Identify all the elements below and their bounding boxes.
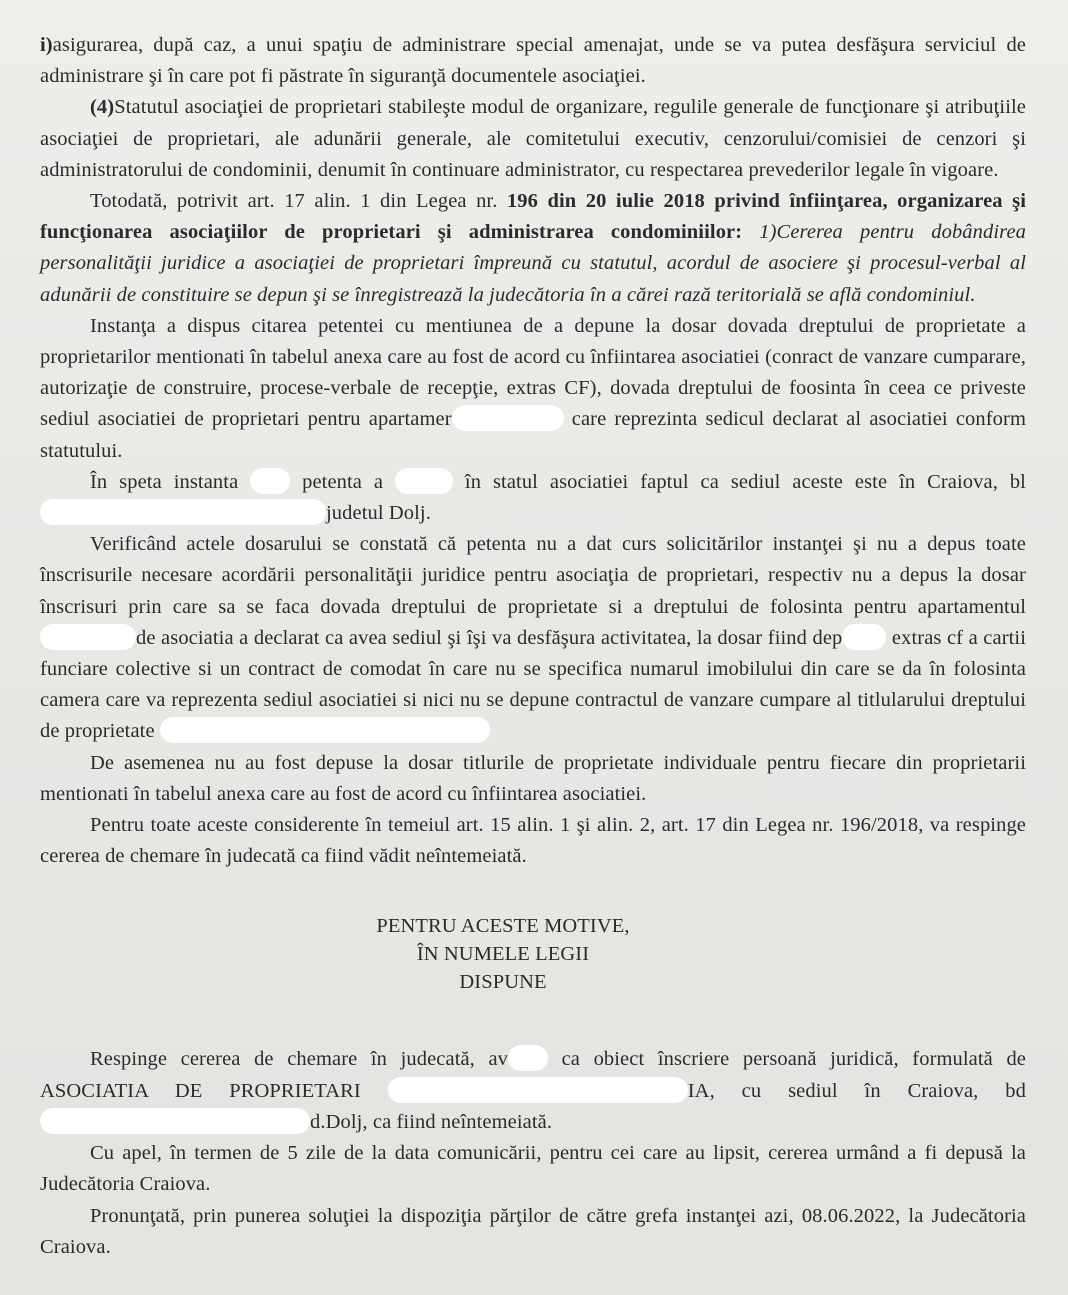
redaction-mark: [842, 624, 886, 650]
paragraph-pronounced: [40, 1201, 1026, 1263]
paragraph-statute: [40, 92, 1026, 186]
paragraph-text: extras cf a cartii funciare colective si un contract de comodat în care nu se specifica numarul imobilului din care se da în folosinta camera care va reprezenta sediul asociatiei si nici nu se depune contractul de vanzare cumpare al titlularului dreptului de proprietate: [40, 626, 1027, 743]
paragraph-appeal: [40, 1138, 1026, 1200]
paragraph-text: În speta instanta: [90, 470, 251, 493]
law-title: 196 din 20 iulie 2018 privind înfiinţarea, organizarea şi funcţionarea asociaţiilor de proprietari şi administrarea condominiilor:: [40, 190, 1026, 244]
redaction-mark: [40, 624, 136, 650]
paragraph-text: care reprezinta sedicul declarat al asociatiei conform statutului.: [40, 408, 1027, 462]
redaction-mark: [452, 405, 564, 431]
paragraph-titles: [40, 748, 1026, 810]
spacer: [40, 996, 1026, 1044]
paragraph-text: ca obiect înscriere persoană juridică, formulată de ASOCIATIA DE PROPRIETARI: [40, 1048, 1026, 1102]
redaction-mark: [40, 1108, 310, 1134]
number-marker: (4): [90, 96, 115, 119]
paragraph-text: Verificând actele dosarului se constată că petenta nu a dat curs solicitărilor instanţei şi nu a depus toate înscrisurile necesare acordării personalităţii juridice pentru asociaţia de proprietari, respectiv nu a depus la dosar înscrisuri prin care sa se faca dovada dreptului de proprietate si a dreptului de folosinta pentru apartamentul: [40, 533, 1026, 618]
paragraph-text: asigurarea, după caz, a unui spaţiu de administrare special amenajat, unde se va putea desfăşura serviciul de administrare şi în care pot fi păstrate în siguranţă documentele asociaţiei.: [40, 34, 1026, 88]
heading-dispune: DISPUNE: [459, 971, 547, 994]
paragraph-text: Instanţa a dispus citarea petentei cu mentiunea de a depune la dosar dovada dreptului de proprietate a proprietarilor mentionati în tabelul anexa care au fost de acord cu înfiintarea asociatiei (conract de vanzare cumparare, autorizaţie de construire, procese-verbale de recepţie, extras CF), dovada dreptului de foosinta în ceea ce priveste sediul asociatiei de proprietari pentru apartamer: [40, 314, 1026, 431]
paragraph-headquarters: [40, 467, 1026, 529]
heading-law-name: ÎN NUMELE LEGII: [416, 943, 590, 966]
paragraph-text: Statutul asociaţiei de proprietari stabileşte modul de organizare, regulile generale de funcţionare şi atribuţiile asociaţiei de proprietari, ale adunării generale, ale comitetului executiv, cenzorului/comisiei de cenzori şi administratorului de condominii, denumit în continuare administrator, cu respectarea prevederilor legale în vigoare.: [40, 96, 1026, 181]
paragraph-text: IA, cu sediul în Craiova, bd: [687, 1079, 1026, 1102]
paragraph-considerations: [40, 810, 1026, 872]
redaction-mark: [508, 1045, 548, 1071]
paragraph-text: în statul asociatiei faptul ca sediul aceste este în Craiova, bl: [453, 470, 1026, 493]
spacer: [40, 872, 1026, 912]
paragraph-text: Pentru toate aceste considerente în temeiul art. 15 alin. 1 şi alin. 2, art. 17 din Legea nr. 196/2018, va respinge cererea de chemare în judecată ca fiind vădit neîntemeiată.: [40, 814, 1026, 868]
paragraph-verification: [40, 529, 1026, 747]
redaction-mark: [40, 499, 326, 525]
paragraph-text: judetul Dolj.: [326, 502, 431, 525]
paragraph-text: Pronunţată, prin punerea soluţiei la dispoziţia părţilor de către grefa instanţei azi, 08.06.2022, la Judecătoria Craiova.: [40, 1204, 1026, 1258]
paragraph-text: Respinge cererea de chemare în judecată, av: [90, 1048, 509, 1071]
paragraph-text: d.Dolj, ca fiind neîntemeiată.: [310, 1110, 553, 1133]
paragraph-text: de asociatia a declarat ca avea sediul şi îşi va desfăşura activitatea, la dosar fiind dep: [136, 626, 843, 649]
redaction-mark: [160, 717, 490, 743]
paragraph-admin-space: [40, 30, 1026, 92]
paragraph-text: De asemenea nu au fost depuse la dosar titlurile de proprietate individuale pentru fiecare din proprietarii mentionati în tabelul anexa care au fost de acord cu înfiintarea asociatiei.: [40, 751, 1026, 805]
paragraph-text: petenta a: [290, 470, 395, 493]
paragraph-law-citation: [40, 186, 1026, 311]
document-body: [40, 30, 1026, 1263]
paragraph-text: Cu apel, în termen de 5 zile de la data comunicării, pentru cei care au lipsit, cererea urmând a fi depusă la Judecătoria Craiova.: [40, 1142, 1026, 1196]
heading-reasons: PENTRU ACESTE MOTIVE,: [376, 915, 630, 938]
paragraph-court-summons: [40, 311, 1026, 467]
redaction-mark: [395, 468, 453, 494]
paragraph-text: Totodată, potrivit art. 17 alin. 1 din Legea nr.: [90, 190, 507, 213]
redaction-mark: [250, 468, 290, 494]
letter-marker: i): [40, 34, 53, 56]
redaction-mark: [388, 1077, 688, 1103]
paragraph-ruling: [40, 1044, 1026, 1138]
law-quote: 1)Cererea pentru dobândirea personalităţii juridice a asociaţiei de proprietari împreună cu statutul, acordul de asociere şi procesul-verbal al adunării de constituire se depun şi se înregistrează la judecătoria în a cărei rază teritorială se află condominiul.: [40, 221, 1027, 306]
